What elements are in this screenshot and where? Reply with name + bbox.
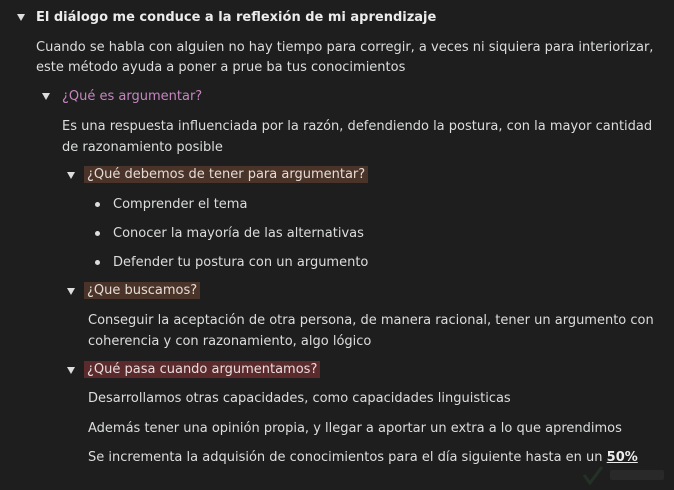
toggle-title-argumentar[interactable]: ¿Qué es argumentar? — [62, 89, 203, 104]
list-item: Comprender el tema — [113, 197, 248, 212]
buscamos-body-line-2: coherencia y con razonamiento, algo lógico — [88, 334, 372, 349]
toggle-title-buscamos[interactable] — [84, 281, 200, 300]
collapse-toggle-icon[interactable] — [67, 288, 75, 295]
collapse-toggle-icon[interactable] — [42, 93, 50, 100]
collapse-toggle-icon[interactable] — [67, 367, 75, 374]
pasa-line-1: Desarrollamos otras capacidades, como capacidades linguisticas — [88, 391, 511, 406]
heading-body-line-1: Cuando se habla con alguien no hay tiempo para corregir, a veces ni siquiera para interiorizar, — [36, 40, 654, 55]
percent-value: 50% — [606, 450, 638, 465]
pasa-line-3 — [88, 448, 638, 467]
pasa-line-3-text: Se incrementa la adquisión de conocimientos para el día siguiente hasta en un — [88, 450, 603, 465]
list-item: Conocer la mayoría de las alternativas — [113, 226, 364, 241]
toggle-title-debemos[interactable] — [84, 165, 368, 184]
highlight-debemos: ¿Qué debemos de tener para argumentar? — [84, 166, 368, 183]
section-heading[interactable]: El diálogo me conduce a la reflexión de mi aprendizaje — [36, 10, 437, 25]
highlight-pasa: ¿Qué pasa cuando argumentamos? — [84, 361, 320, 378]
bullet-icon — [95, 202, 100, 207]
heading-body-line-2: este método ayuda a poner a prue ba tus conocimientos — [36, 60, 406, 75]
collapse-toggle-icon[interactable] — [67, 172, 75, 179]
buscamos-body-line-1: Conseguir la aceptación de otra persona, de manera racional, tener un argumento con — [88, 313, 654, 328]
argumentar-body-line-1: Es una respuesta influenciada por la razón, defendiendo la postura, con la mayor cantidad — [62, 119, 653, 134]
toggle-title-pasa[interactable] — [84, 360, 320, 379]
highlight-buscamos: ¿Que buscamos? — [84, 282, 200, 299]
argumentar-body-line-2: de razonamiento posible — [62, 140, 223, 155]
watermark-logo-icon — [580, 462, 670, 488]
collapse-toggle-icon[interactable] — [17, 14, 25, 21]
list-item: Defender tu postura con un argumento — [113, 255, 369, 270]
pasa-line-2: Además tener una opinión propia, y llegar a aportar un extra a lo que aprendimos — [88, 421, 622, 436]
bullet-icon — [95, 231, 100, 236]
bullet-icon — [95, 260, 100, 265]
